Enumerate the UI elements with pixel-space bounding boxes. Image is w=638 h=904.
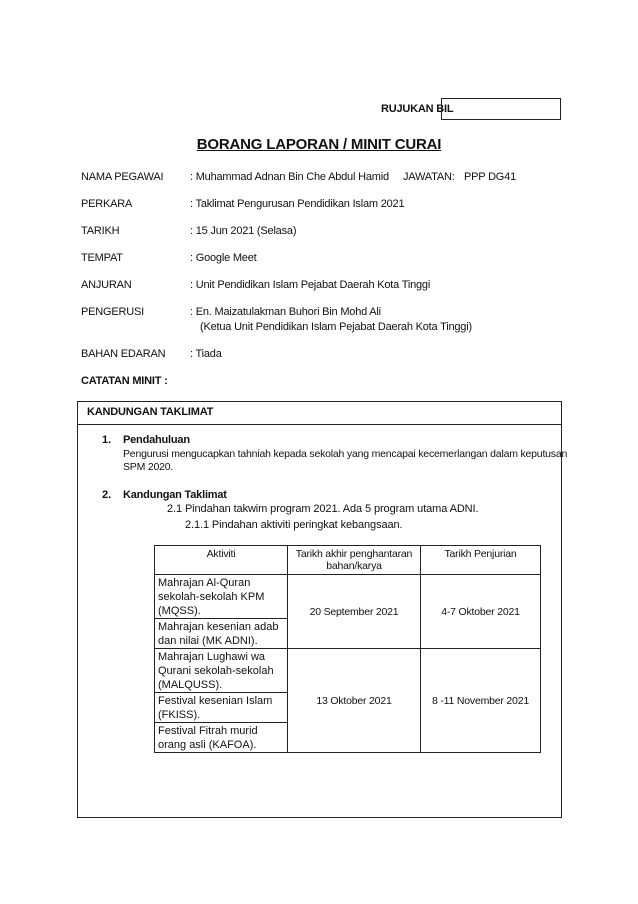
reference-label: RUJUKAN BIL [381, 103, 454, 115]
activities-table [154, 545, 541, 753]
deadline-cell-group-1: 20 September 2021 [288, 575, 421, 649]
anjuran-label: ANJURAN [81, 279, 132, 291]
jawatan-label: JAWATAN: [403, 171, 455, 183]
table-header-row [155, 546, 541, 575]
section-2-number: 2. [102, 489, 112, 501]
header-aktiviti: Aktiviti [155, 546, 288, 575]
judging-cell-group-2: 8 -11 November 2021 [421, 649, 541, 753]
content-header [78, 402, 561, 425]
nama-pegawai-value: : Muhammad Adnan Bin Che Abdul Hamid [190, 171, 389, 183]
activity-cell-malquss: Mahrajan Lughawi wa Qurani sekolah-sekolah (MALQUSS). [155, 649, 288, 693]
table-row [155, 649, 541, 693]
activity-cell-mqss: Mahrajan Al-Quran sekolah-sekolah KPM (MQSS). [155, 575, 288, 619]
bahan-edaran-label: BAHAN EDARAN [81, 348, 166, 360]
activity-cell-kafoa: Festival Fitrah murid orang asli (KAFOA). [155, 723, 288, 753]
header-tarikh-penjurian: Tarikh Penjurian [421, 546, 541, 575]
tempat-label: TEMPAT [81, 252, 123, 264]
section-1-line-2: SPM 2020. [123, 461, 174, 473]
perkara-value: : Taklimat Pengurusan Pendidikan Islam 2021 [190, 198, 405, 210]
pengerusi-position: (Ketua Unit Pendidikan Islam Pejabat Daerah Kota Tinggi) [200, 321, 472, 333]
section-2-title: Kandungan Taklimat [123, 489, 227, 501]
section-2-1-1-text: 2.1.1 Pindahan aktiviti peringkat kebangsaan. [185, 519, 403, 531]
page-title: BORANG LAPORAN / MINIT CURAI [196, 136, 442, 153]
reference-number-field[interactable] [441, 98, 561, 120]
tarikh-label: TARIKH [81, 225, 120, 237]
jawatan-value: PPP DG41 [464, 171, 517, 183]
section-1-line-1: Pengurusi mengucapkan tahniah kepada sekolah yang mencapai kecemerlangan dalam keputusan [123, 448, 568, 460]
judging-cell-group-1: 4-7 Oktober 2021 [421, 575, 541, 649]
deadline-cell-group-2: 13 Oktober 2021 [288, 649, 421, 753]
catatan-minit-label: CATATAN MINIT : [81, 375, 168, 387]
tarikh-value: : 15 Jun 2021 (Selasa) [190, 225, 297, 237]
anjuran-value: : Unit Pendidikan Islam Pejabat Daerah Kota Tinggi [190, 279, 431, 291]
pengerusi-label: PENGERUSI [81, 306, 144, 318]
content-header-label: KANDUNGAN TAKLIMAT [87, 406, 214, 418]
section-2-1-text: 2.1 Pindahan takwim program 2021. Ada 5 program utama ADNI. [167, 503, 479, 515]
bahan-edaran-value: : Tiada [190, 348, 222, 360]
section-1-title: Pendahuluan [123, 434, 190, 446]
tempat-value: : Google Meet [190, 252, 257, 264]
activity-cell-mkadni: Mahrajan kesenian adab dan nilai (MK ADNI). [155, 619, 288, 649]
activity-cell-fkiss: Festival kesenian Islam (FKISS). [155, 693, 288, 723]
section-1-number: 1. [102, 434, 112, 446]
nama-pegawai-label: NAMA PEGAWAI [81, 171, 164, 183]
pengerusi-value: : En. Maizatulakman Buhori Bin Mohd Ali [190, 306, 381, 318]
perkara-label: PERKARA [81, 198, 133, 210]
table-row [155, 575, 541, 619]
header-tarikh-akhir: Tarikh akhir penghantaran bahan/karya [288, 546, 421, 575]
